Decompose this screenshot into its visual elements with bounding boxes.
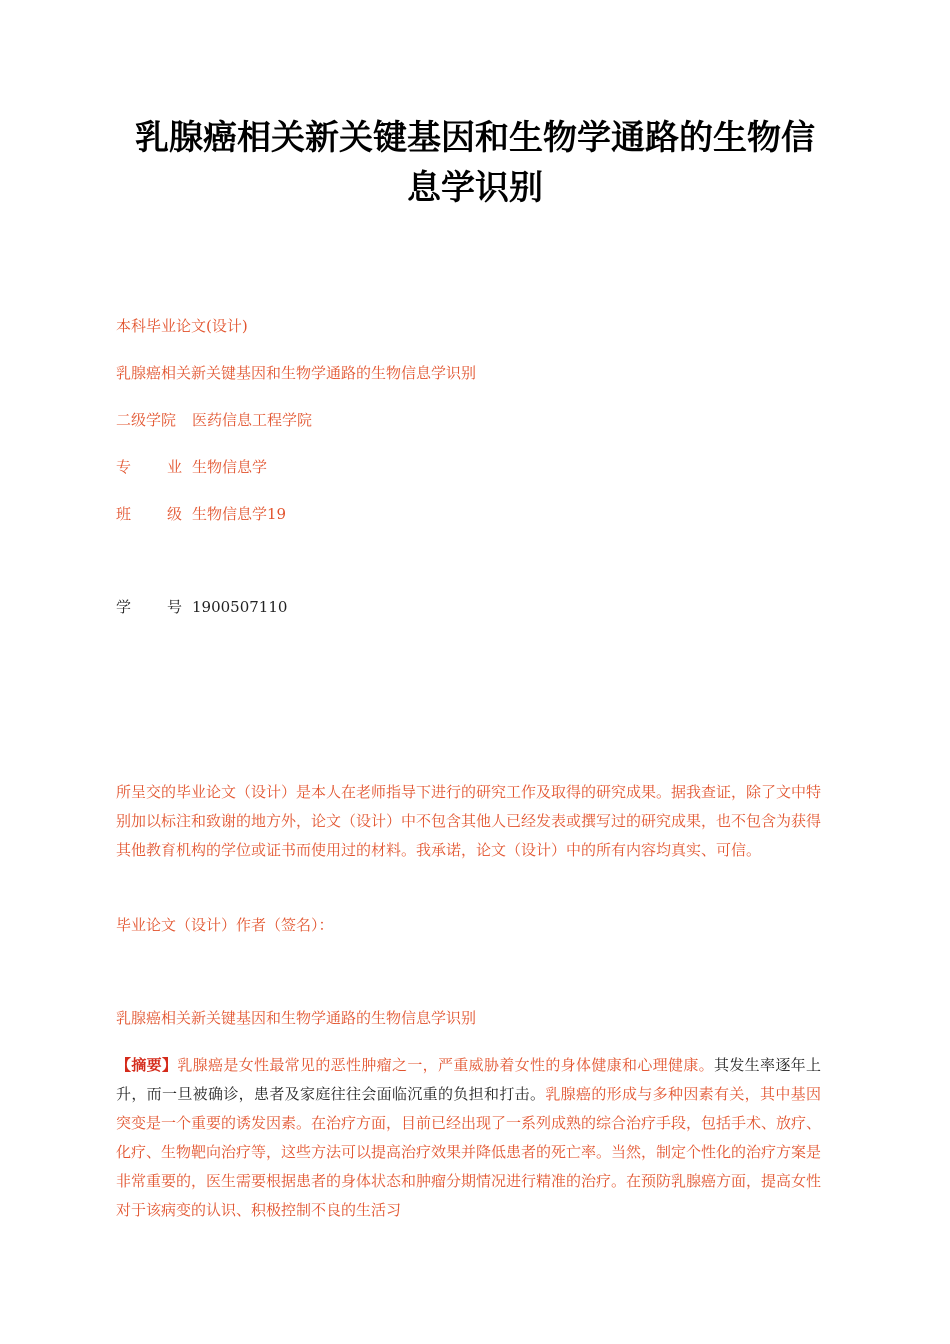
document-title	[110, 113, 840, 213]
student-id-label-char-1: 学	[116, 598, 132, 616]
student-id-field	[116, 597, 287, 617]
class-value: 生物信息学19	[192, 505, 287, 523]
class-field	[116, 504, 286, 524]
abstract-paragraph	[116, 1051, 821, 1225]
abstract-tag: 【摘要】	[116, 1056, 178, 1074]
abstract-part-3: 乳腺癌的形成与多种因素有关，其中基因突变是一个重要的诱发因素。在治疗方面，目前已经出现了一系列成熟的综合治疗手段，包括手术、放疗、化疗、生物靶向治疗等，这些方法可以提高治疗效果并降低患者的死亡率。当然，制定个性化的治疗方案是非常重要的，医生需要根据患者的身体状态和肿瘤分期情况进行精准的治疗。在预防乳腺癌方面，提高女性对于该病变的认识、积极控制不良的生活习	[116, 1085, 822, 1219]
abstract-part-1: 乳腺癌是女性最常见的恶性肿瘤之一，严重威胁着女性的身体健康和心理健康。	[177, 1056, 714, 1074]
student-id-value: 1900507110	[192, 598, 288, 616]
thesis-type: 本科毕业论文(设计)	[116, 317, 248, 335]
student-id-label	[116, 597, 192, 617]
major-label-char-2: 业	[167, 458, 183, 476]
major-field	[116, 457, 267, 477]
title-repeat: 乳腺癌相关新关键基因和生物学通路的生物信息学识别	[116, 1009, 477, 1027]
declaration-paragraph: 所呈交的毕业论文（设计）是本人在老师指导下进行的研究工作及取得的研究成果。据我查证，除了文中特别加以标注和致谢的地方外，论文（设计）中不包含其他人已经发表或撰写过的研究成果，也不包含为获得其他教育机构的学位或证书而使用过的材料。我承诺，论文（设计）中的所有内容均真实、可信。	[116, 783, 822, 859]
signature-line: 毕业论文（设计）作者（签名）：	[116, 916, 334, 934]
major-value: 生物信息学	[192, 458, 268, 476]
title-line-1: 乳腺癌相关新关键基因和生物学通路的生物信	[135, 118, 815, 158]
college-field	[116, 410, 312, 430]
college-label: 二级学院	[116, 411, 177, 429]
thesis-title: 乳腺癌相关新关键基因和生物学通路的生物信息学识别	[116, 364, 477, 382]
college-value: 医药信息工程学院	[192, 411, 313, 429]
class-label	[116, 504, 192, 524]
student-id-label-char-2: 号	[167, 598, 183, 616]
abstract-part-2: 其发生率逐年上升，而一旦被确诊，患者及家庭往往会面临沉重的负担和打击。	[116, 1056, 821, 1103]
major-label-char-1: 专	[116, 458, 132, 476]
major-label	[116, 457, 192, 477]
title-line-2: 息学识别	[407, 168, 543, 208]
class-label-char-1: 班	[116, 505, 132, 523]
class-label-char-2: 级	[167, 505, 183, 523]
